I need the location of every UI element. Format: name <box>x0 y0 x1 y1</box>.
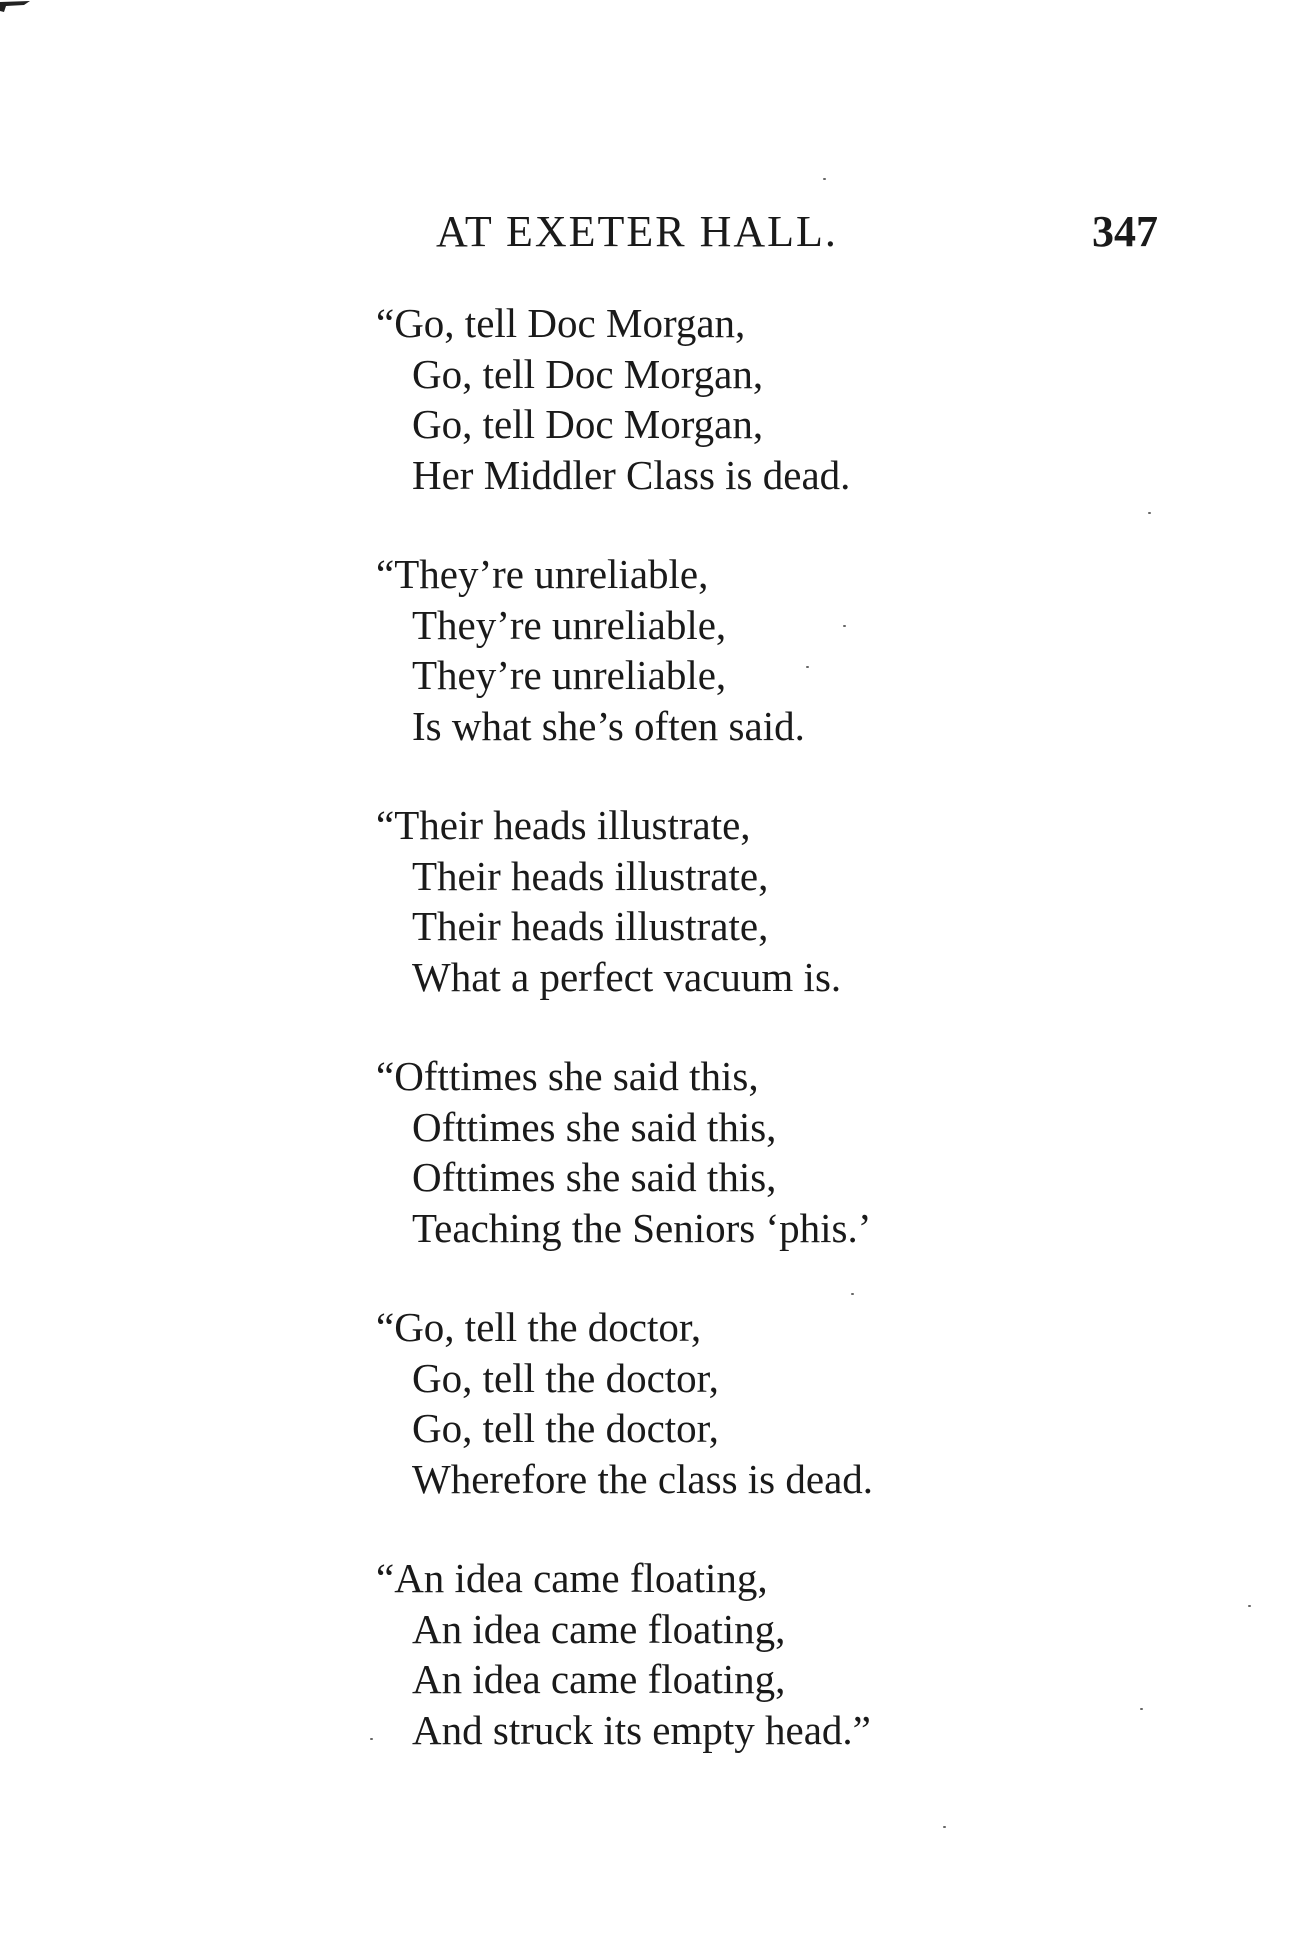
poem-line: “An idea came floating, <box>376 1555 768 1601</box>
poem-line: “Their heads illustrate, <box>376 802 751 848</box>
poem-line: Go, tell the doctor, <box>412 1405 719 1451</box>
poem-line: They’re unreliable, <box>412 652 727 698</box>
poem-line: An idea came floating, <box>412 1605 786 1652</box>
poem <box>376 298 1176 1804</box>
paper-speck <box>1148 512 1151 514</box>
paper-speck <box>1248 1605 1251 1607</box>
page-title: AT EXETER HALL. <box>436 207 838 256</box>
paper-speck <box>823 178 826 180</box>
poem-line: Ofttimes she said this, <box>412 1103 777 1150</box>
page-number: 347 <box>1092 207 1158 256</box>
stanza <box>376 800 1176 1002</box>
poem-line: Go, tell Doc Morgan, <box>412 401 764 447</box>
paper-speck <box>843 625 846 627</box>
poem-line: Wherefore the class is dead. <box>412 1455 874 1502</box>
paper-speck <box>943 1826 946 1828</box>
poem-line: They’re unreliable, <box>412 601 727 648</box>
stanza <box>376 298 1176 500</box>
stanza <box>376 1553 1176 1755</box>
poem-line: Go, tell the doctor, <box>412 1354 719 1401</box>
poem-line: An idea came floating, <box>412 1656 786 1702</box>
poem-line: “They’re unreliable, <box>376 551 709 597</box>
poem-line: “Go, tell Doc Morgan, <box>376 300 746 346</box>
poem-line: Her Middler Class is dead. <box>412 451 851 498</box>
poem-line: “Ofttimes she said this, <box>376 1053 759 1099</box>
poem-line: And struck its empty head.” <box>412 1706 871 1753</box>
corner-mark <box>0 0 30 14</box>
stanza <box>376 1302 1176 1504</box>
poem-line: What a perfect vacuum is. <box>412 953 842 1000</box>
paper-speck <box>370 1738 373 1740</box>
poem-line: Ofttimes she said this, <box>412 1154 777 1200</box>
stanza <box>376 1051 1176 1253</box>
poem-line: Their heads illustrate, <box>412 852 769 899</box>
poem-line: Go, tell Doc Morgan, <box>412 350 764 397</box>
stanza <box>376 549 1176 751</box>
paper-speck <box>851 1293 854 1295</box>
paper-speck <box>1140 1708 1143 1710</box>
paper-speck <box>806 666 809 668</box>
running-head <box>0 206 1313 266</box>
poem-line: “Go, tell the doctor, <box>376 1304 702 1350</box>
poem-line: Is what she’s often said. <box>412 702 805 749</box>
poem-line: Teaching the Seniors ‘phis.’ <box>412 1204 872 1251</box>
poem-line: Their heads illustrate, <box>412 903 769 949</box>
